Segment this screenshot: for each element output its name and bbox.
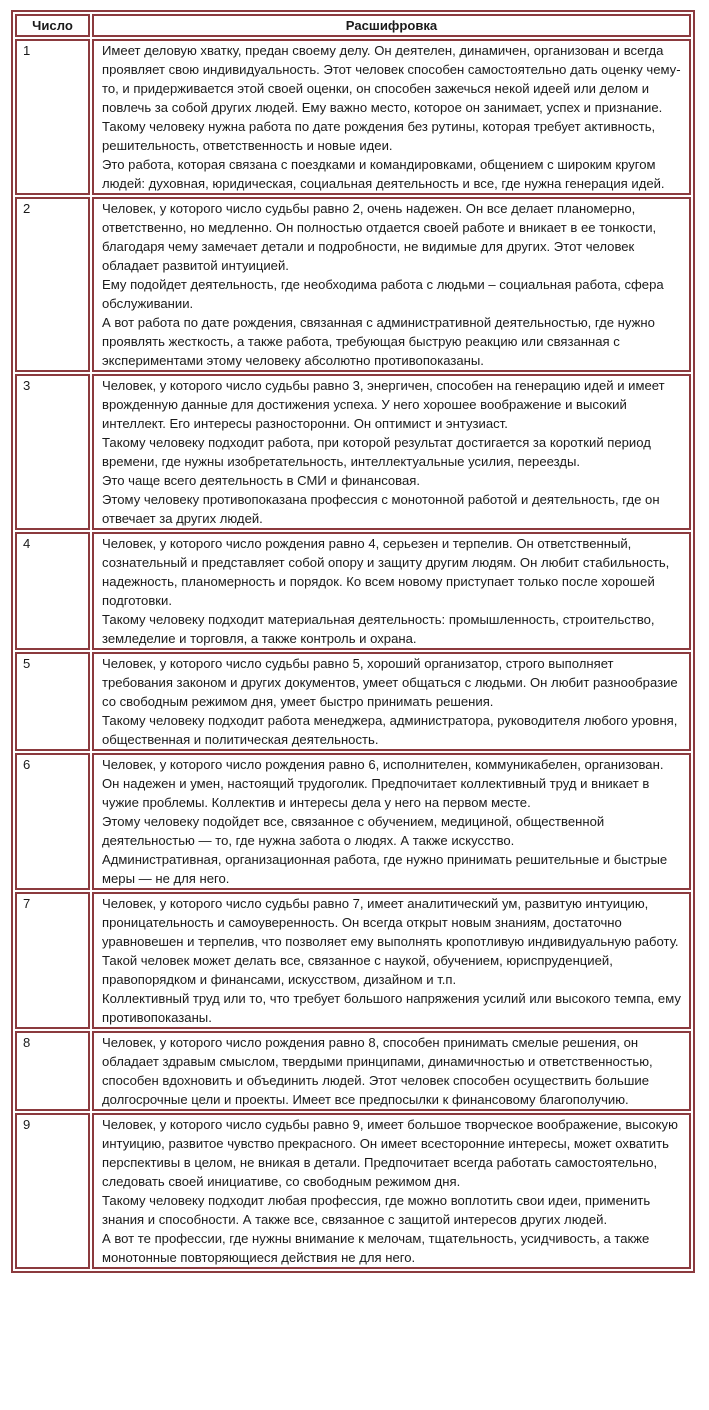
row-number: 1 (15, 39, 90, 195)
description-paragraph: Человек, у которого число судьбы равно 9, имеет большое творческое воображение, высокую интуицию, развитое чувство прекрасного. Он имеет всесторонние интересы, может охватить перспективы в целом, не вникая в детали. Предпочитает всегда работать самостоятельно, следовать своей инициативе, со свободным режимом дня. (102, 1117, 678, 1189)
description-paragraph: Это работа, которая связана с поездками и командировками, общением с широким кругом людей: духовная, юридическая, социальная деятельность и все, где нужна генерация идей. (102, 157, 665, 191)
description-paragraph: Ему подойдет деятельность, где необходима работа с людьми – социальная работа, сфера обслуживании. (102, 277, 664, 311)
table-row (15, 532, 691, 650)
description-paragraph: Этому человеку противопоказана профессия с монотонной работой и деятельность, где он отвечает за других людей. (102, 492, 660, 526)
description-paragraph: Имеет деловую хватку, предан своему делу. Он деятелен, динамичен, организован и всегда проявляет свою индивидуальность. Этот человек способен самостоятельно дать оценку чему-то, и придерживается этой своей оценки, он способен зажечься некой идеей или делом и повлечь за собой других людей. Ему важно место, которое он занимает, успех и признание. (102, 43, 681, 115)
row-description (92, 532, 691, 650)
numerology-table (11, 10, 695, 1273)
table-row (15, 39, 691, 195)
row-number: 4 (15, 532, 90, 650)
row-description (92, 197, 691, 372)
table-row (15, 753, 691, 890)
row-number: 5 (15, 652, 90, 751)
table-row (15, 374, 691, 530)
description-paragraph: Такому человеку подходит работа менеджера, администратора, руководителя любого уровня, общественная и политическая деятельность. (102, 713, 678, 747)
description-paragraph: Такому человеку подходит материальная деятельность: промышленность, строительство, земледелие и торговля, а также контроль и охрана. (102, 612, 655, 646)
row-number: 8 (15, 1031, 90, 1111)
row-description (92, 39, 691, 195)
description-paragraph: Человек, у которого число рождения равно 8, способен принимать смелые решения, он обладает здравым смыслом, твердыми принципами, динамичностью и ответственностью, способен вдохновить и объединить людей. Этот человек способен осуществить большие долгосрочные цели и проекты. Имеет все предпосылки к финансовому благополучию. (102, 1035, 653, 1107)
description-paragraph: А вот те профессии, где нужны внимание к мелочам, тщательность, усидчивость, а также монотонные повторяющиеся действия не для него. (102, 1231, 650, 1265)
numerology-table-wrapper (11, 10, 693, 1273)
table-row (15, 197, 691, 372)
row-number: 6 (15, 753, 90, 890)
description-paragraph: Коллективный труд или то, что требует большого напряжения усилий или высокого темпа, ему противопоказаны. (102, 991, 681, 1025)
row-description (92, 753, 691, 890)
description-paragraph: Человек, у которого число рождения равно 6, исполнителен, коммуникабелен, организован. Он надежен и умен, настоящий трудоголик. Предпочитает коллективный труд и вникает в чужие проблемы. Коллектив и интересы дела у него на первом месте. (102, 757, 664, 810)
row-description (92, 892, 691, 1029)
description-paragraph: Такому человеку подходит работа, при которой результат достигается за короткий период времени, где нужны изобретательность, интеллектуальные усилия, переезды. (102, 435, 651, 469)
description-paragraph: Этому человеку подойдет все, связанное с обучением, медициной, общественной деятельностью — то, где нужна забота о людях. А также искусство. (102, 814, 605, 848)
header-number: Число (15, 14, 90, 37)
row-number: 2 (15, 197, 90, 372)
table-row (15, 1113, 691, 1269)
row-description (92, 652, 691, 751)
description-paragraph: Человек, у которого число судьбы равно 5, хороший организатор, строго выполняет требования законом и других документов, умеет общаться с людьми. Он любит разнообразие со свободным режимом дня, умеет быстро принимать решения. (102, 656, 678, 709)
row-number: 7 (15, 892, 90, 1029)
description-paragraph: Человек, у которого число рождения равно 4, серьезен и терпелив. Он ответственный, сознательный и представляет собой опору и защиту другим людям. Он любит стабильность, надежность, планомерность и порядок. Ко всем новому приступает только после хорошей подготовки. (102, 536, 670, 608)
description-paragraph: Человек, у которого число судьбы равно 2, очень надежен. Он все делает планомерно, ответственно, но медленно. Он полностью отдается своей работе и вникает в ее тонкости, благодаря чему замечает детали и подробности, не видимые для других. Этот человек обладает развитой интуицией. (102, 201, 657, 273)
description-paragraph: Такому человеку подходит любая профессия, где можно воплотить свои идеи, применить знания и способности. А также все, связанное с защитой интересов других людей. (102, 1193, 651, 1227)
description-paragraph: А вот работа по дате рождения, связанная с административной деятельностью, где нужно проявлять жесткость, а также работа, требующая быструю реакцию или связанная с экспериментами этому человеку абсолютно противопоказаны. (102, 315, 655, 368)
description-paragraph: Такой человек может делать все, связанное с наукой, обучением, юриспруденцией, правопорядком и финансами, искусством, дизайном и т.п. (102, 953, 613, 987)
description-paragraph: Человек, у которого число судьбы равно 7, имеет аналитический ум, развитую интуицию, проницательность и самоуверенность. Он всегда открыт новым знаниям, достаточно уравновешен и терпелив, что позволяет ему выполнять кропотливую индивидуальную работу. (102, 896, 679, 949)
row-description (92, 1113, 691, 1269)
table-header-row (15, 14, 691, 37)
row-number: 3 (15, 374, 90, 530)
table-body (15, 39, 691, 1269)
row-description (92, 374, 691, 530)
description-paragraph: Такому человеку нужна работа по дате рождения без рутины, которая требует активность, решительность, ответственность и новые идеи. (102, 119, 656, 153)
header-meaning: Расшифровка (92, 14, 691, 37)
description-paragraph: Человек, у которого число судьбы равно 3, энергичен, способен на генерацию идей и имеет врожденную данные для достижения успеха. У него хорошее воображение и высокий интеллект. Его интересы разносторонни. Он оптимист и энтузиаст. (102, 378, 665, 431)
row-description (92, 1031, 691, 1111)
table-row (15, 892, 691, 1029)
description-paragraph: Административная, организационная работа, где нужно принимать решительные и быстрые меры — не для него. (102, 852, 668, 886)
table-row (15, 652, 691, 751)
row-number: 9 (15, 1113, 90, 1269)
table-row (15, 1031, 691, 1111)
description-paragraph: Это чаще всего деятельность в СМИ и финансовая. (102, 473, 421, 488)
